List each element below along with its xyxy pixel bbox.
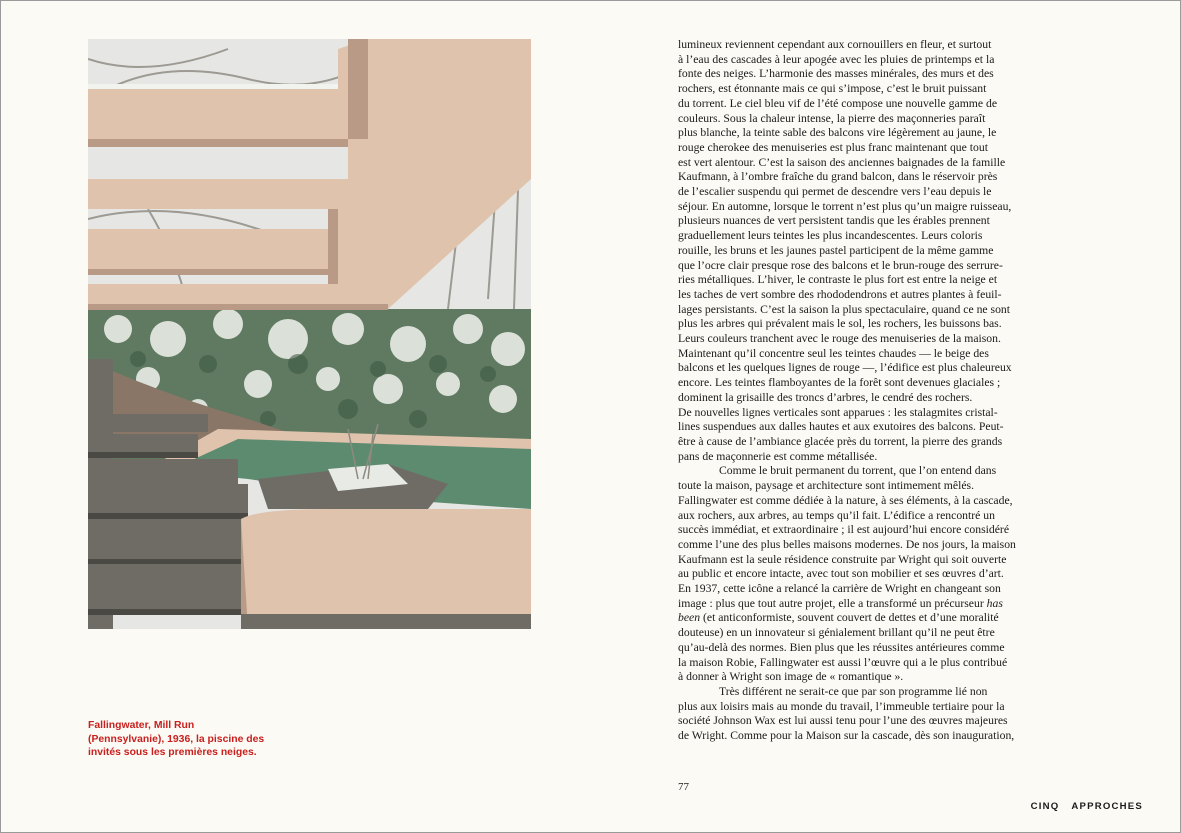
text-segment: (et anticonformiste, souvent couvert de dettes et d’une moralité — [700, 611, 999, 625]
body-text — [678, 38, 1058, 744]
text-line: au public et encore intacte, avec tout son mobilier et ses œuvres d’art. — [678, 567, 1004, 581]
text-line: à l’eau des cascades à leur apogée avec les pluies de printemps et la — [678, 52, 995, 66]
text-line: séjour. En automne, lorsque le torrent n’est plus qu’un maigre ruisseau, — [678, 199, 1012, 213]
text-line: Leurs couleurs tranchent avec le rouge des menuiseries de la maison. — [678, 332, 1001, 346]
text-line: lines suspendues aux dalles hautes et aux exutoires des balcons. Peut- — [678, 420, 1004, 434]
text-line: la maison Robie, Fallingwater est aussi l’œuvre qui a le plus contribué — [678, 655, 1008, 669]
text-line: aux rochers, aux arbres, au temps qu’il fait. L’édifice a rencontré un — [678, 508, 995, 522]
text-line: plus les arbres qui prévalent mais le sol, les rochers, les buissons bas. — [678, 317, 1002, 331]
text-line: rouille, les bruns et les jaunes pastel participent de la même gamme — [678, 243, 994, 257]
text-line: que l’ocre clair presque rose des balcons et le brun-rouge des serrure- — [678, 258, 1003, 272]
text-line: du torrent. Le ciel bleu vif de l’été compose une nouvelle gamme de — [678, 96, 998, 110]
italic-term: has — [986, 596, 1003, 610]
photo-caption — [88, 719, 288, 760]
text-line: graduellement leurs teintes les plus incandescentes. Leurs coloris — [678, 229, 983, 243]
text-line: dominent la grisaille des troncs d’arbres, le cendré des rochers. — [678, 390, 973, 404]
page-number: 77 — [678, 781, 689, 793]
text-line: société Johnson Wax est lui aussi tenu pour l’une des œuvres majeures — [678, 714, 1008, 728]
text-line: est vert alentour. C’est la saison des anciennes baignades de la famille — [678, 155, 1006, 169]
text-line — [678, 611, 1058, 626]
text-line: encore. Les teintes flamboyantes de la forêt sont devenues glaciales ; — [678, 376, 1001, 390]
text-line: lumineux reviennent cependant aux cornouillers en fleur, et surtout — [678, 38, 992, 51]
text-line: rouge cherokee des menuiseries est plus franc maintenant que tout — [678, 140, 988, 154]
fallingwater-pool-photo — [88, 39, 531, 629]
text-line: fonte des neiges. L’harmonie des masses minérales, des murs et des — [678, 67, 994, 81]
text-line: douteuse) en un innovateur si génialement brillant qu’il ne peut être — [678, 626, 995, 640]
italic-term: been — [678, 611, 701, 625]
text-line: Maintenant qu’il concentre seul les teintes chaudes — le beige des — [678, 346, 989, 360]
caption-line: Fallingwater, Mill Run — [88, 720, 195, 731]
text-line: toute la maison, paysage et architecture sont intimement mêlés. — [678, 479, 974, 493]
text-line: Kaufmann, à l’ombre fraîche du grand balcon, dans le réservoir près — [678, 170, 998, 184]
text-line: succès immédiat, et extraordinaire ; il est aujourd’hui encore considéré — [678, 523, 1010, 537]
text-line: à donner à Wright son image de « romantique ». — [678, 670, 904, 684]
text-line: qu’au-delà des normes. Bien plus que les réussites antérieures comme — [678, 640, 1005, 654]
text-line: lages persistants. C’est la saison la plus spectaculaire, quand ce ne sont — [678, 302, 1011, 316]
running-head-section: APPROCHES — [1071, 801, 1143, 812]
text-line: plusieurs nuances de vert persistent tandis que les érables prennent — [678, 214, 990, 228]
text-segment: image : plus que tout autre projet, elle a transformé un précurseur — [678, 596, 987, 610]
running-head — [1031, 801, 1143, 812]
text-line: plus blanche, la teinte sable des balcons vire légèrement au jaune, le — [678, 126, 997, 140]
text-line: balcons et les quelques lignes de rouge —, l’édifice est plus chaleureux — [678, 361, 1012, 375]
caption-line: (Pennsylvanie), 1936, la piscine des — [88, 733, 265, 745]
caption-line: invités sous les premières neiges. — [88, 747, 257, 759]
text-line: ries métalliques. L’hiver, le contraste le plus fort est entre la neige et — [678, 273, 998, 287]
text-line: En 1937, cette icône a relancé la carrière de Wright en changeant son — [678, 582, 1001, 596]
text-line: couleurs. Sous la chaleur intense, la pierre des maçonneries paraît — [678, 111, 986, 125]
text-line: Très différent ne serait-ce que par son programme lié non — [719, 684, 988, 698]
text-line: être à cause de l’ambiance glacée près du torrent, la pierre des grands — [678, 434, 1003, 448]
text-line: De nouvelles lignes verticales sont apparues : les stalagmites cristal- — [678, 405, 998, 419]
text-line — [678, 597, 1058, 612]
text-line: Fallingwater est comme dédiée à la nature, à ses éléments, à la cascade, — [678, 493, 1013, 507]
text-line: plus aux loisirs mais au monde du travail, l’immeuble tertiaire pour la — [678, 699, 1005, 713]
text-line: rochers, est étonnante mais ce qui s’impose, c’est le bruit puissant — [678, 82, 987, 96]
text-line: de l’escalier suspendu qui permet de descendre vers l’eau depuis le — [678, 185, 992, 199]
text-line: Kaufmann est la seule résidence construite par Wright qui soit ouverte — [678, 552, 1007, 566]
text-line: les taches de vert sombre des rhododendrons et autres plantes à feuil- — [678, 287, 1002, 301]
text-line: de Wright. Comme pour la Maison sur la cascade, dès son inauguration, — [678, 729, 1015, 743]
text-line: comme l’une des plus belles maisons modernes. De nos jours, la maison — [678, 537, 1016, 551]
text-line: Comme le bruit permanent du torrent, que l’on entend dans — [719, 464, 997, 478]
text-line: pans de maçonnerie est comme métallisée. — [678, 449, 878, 463]
running-head-chapter: CINQ — [1030, 801, 1060, 812]
